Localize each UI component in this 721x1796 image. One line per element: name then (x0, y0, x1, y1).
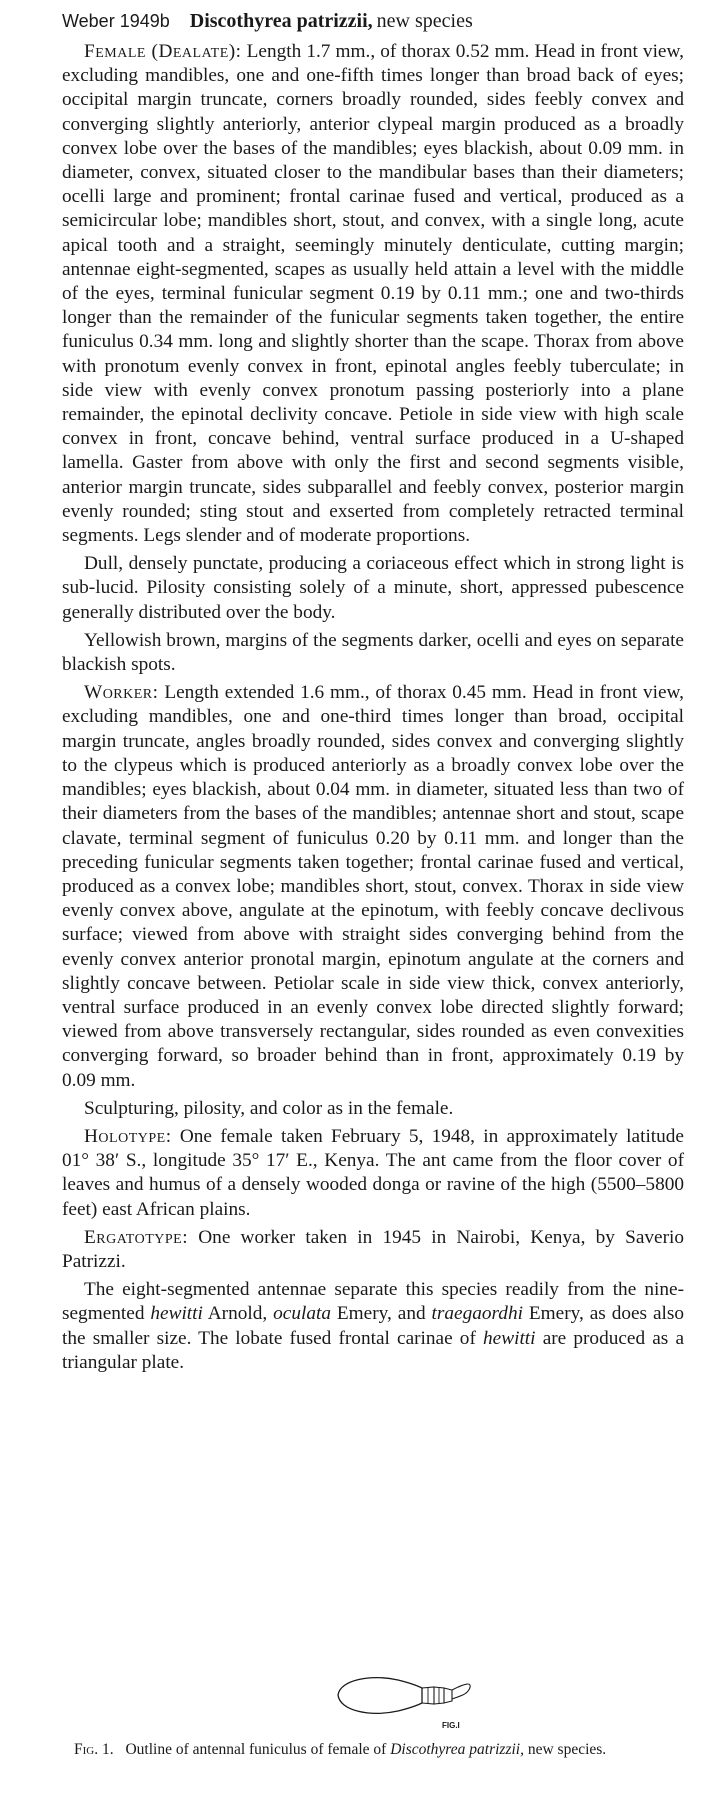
ergatotype-paragraph (62, 1226, 684, 1274)
species-hewitti: hewitti (150, 1303, 203, 1325)
female-description-text: Length 1.7 mm., of thorax 0.52 mm. Head in front view, excluding mandibles, one and one-fifth times longer than broad back of eyes; occipital margin truncate, corners broadly rounded, sides feebly convex and converging slightly anteriorly, anterior clypeal margin produced as a broadly convex lobe over the bases of the mandibles; eyes blackish, about 0.09 mm. in diameter, convex, situated closer to the mandibular bases than their diameters; ocelli large and prominent; frontal carinae fused and vertical, produced as a semicircular lobe; mandibles short, stout, and convex, with a single long, acute apical tooth and a straight, seemingly minutely denticulate, cutting margin; antennae eight-segmented, scapes as usually held attain a level with the middle of the eyes, terminal funicular segment 0.19 by 0.11 mm.; one and two-thirds longer than the remainder of the funicular segments taken together, the entire funiculus 0.34 mm. long and slightly shorter than the scape. Thorax from above with pronotum evenly convex in front, epinotal angles feebly tuberculate; in side view with evenly convex pronotum passing posteriorly into a plane remainder, the epinotal declivity concave. Petiole in side view with high scale convex in front, concave behind, ventral surface produced in a U-shaped lamella. Gaster from above with only the first and second segments visible, anterior margin truncate, sides subparallel and feebly convex, posterior margin evenly rounded; sting stout and exserted from completely retracted terminal segments. Legs slender and of moderate proportions. (62, 41, 684, 547)
funiculus-outline-drawing (330, 1660, 510, 1740)
ergatotype-heading: Ergatotype: (84, 1226, 189, 1248)
species-hewitti-2: hewitti (483, 1327, 536, 1349)
caption-text-before: Outline of antennal funiculus of female of (125, 1741, 387, 1758)
figure-number: Fig. 1. (74, 1741, 114, 1758)
comparison-text-c: Emery, and (336, 1303, 426, 1325)
page-header (62, 10, 473, 33)
holotype-heading: Holotype: (84, 1125, 172, 1147)
holotype-paragraph (62, 1125, 684, 1222)
female-color-paragraph (62, 629, 684, 677)
female-color-text: Yellowish brown, margins of the segments darker, ocelli and eyes on separate blackish spots. (62, 629, 684, 676)
funicular-segment (444, 1688, 452, 1703)
ergatotype-text: One worker taken in 1945 in Nairobi, Kenya, by Saverio Patrizzi. (62, 1226, 684, 1272)
species-traegaordhi: traegaordhi (431, 1303, 523, 1325)
female-heading: Female (Dealate): (84, 41, 242, 62)
holotype-text: One female taken February 5, 1948, in approximately latitude 01° 38′ S., longitude 35° 17′ E., Kenya. The ant came from the floor cover of leaves and humus of a densely wooded donga or ravine of the high (5500–5800 feet) east African plains. (62, 1125, 684, 1220)
caption-text-after: new species. (527, 1741, 607, 1758)
figure-caption (56, 1740, 684, 1760)
reference-label: Weber 1949b (62, 11, 170, 31)
caption-species-name: Discothyrea patrizzii, (390, 1741, 524, 1758)
comparison-text-d: Emery, as does also the smaller size. The lobate fused frontal carinae of (62, 1303, 685, 1349)
comparison-text-b: Arnold, (207, 1303, 268, 1325)
description-body (62, 40, 684, 1379)
worker-sculpture-paragraph (62, 1097, 684, 1121)
species-title-suffix: new species (376, 10, 473, 32)
basal-segment-outline (452, 1684, 470, 1699)
comparison-text-e: are produced as a triangular plate. (62, 1327, 685, 1373)
worker-heading: Worker: (84, 682, 159, 704)
worker-sculpture-text: Sculpturing, pilosity, and color as in the female. (84, 1097, 454, 1119)
female-sculpture-text: Dull, densely punctate, producing a coriaceous effect which in strong light is sub-lucid. Pilosity consisting solely of a minute, short, appressed pubescence generally distributed over the body. (62, 553, 684, 623)
terminal-segment-outline (338, 1678, 422, 1714)
worker-description-text: Length extended 1.6 mm., of thorax 0.45 mm. Head in front view, excluding mandibles, one and one-third times longer than broad, occipital margin truncate, angles broadly rounded, sides convex and converging slightly to the clypeus which is produced anteriorly as a broadly convex lobe over the mandibles; eyes blackish, about 0.04 mm. in diameter, situated less than two of their diameters from the bases of the mandibles; antennae short and stout, scape clavate, terminal segment of funiculus 0.20 by 0.11 mm. and longer than the preceding funicular segments taken together; frontal carinae fused and vertical, produced as a convex lobe; mandibles short, stout, convex. Thorax in side view evenly convex above, angulate at the epinotum, with feebly concave declivous surface; viewed from above with straight sides converging behind from the evenly convex anterior pronotal margin, epinotum angulate at the corners and slightly concave between. Petiolar scale in side view thick, convex anteriorly, ventral surface produced in an evenly convex lobe directed slightly forward; viewed from above transversely rectangular, sides rounded as even convexities converging forward, so broader behind than in front, approximately 0.19 by 0.09 mm. (62, 682, 684, 1091)
species-title: Discothyrea patrizzii, (189, 10, 373, 32)
comparison-paragraph (62, 1278, 684, 1375)
figure-inline-label: FIG.I (442, 1721, 460, 1730)
species-oculata: oculata (273, 1303, 331, 1325)
antennal-funiculus-figure (330, 1660, 510, 1740)
worker-description-paragraph (62, 681, 684, 1092)
female-sculpture-paragraph (62, 552, 684, 625)
female-description-paragraph (62, 40, 684, 548)
comparison-text-a: The eight-segmented antennae separate this species readily from the nine-segmented (62, 1279, 684, 1325)
